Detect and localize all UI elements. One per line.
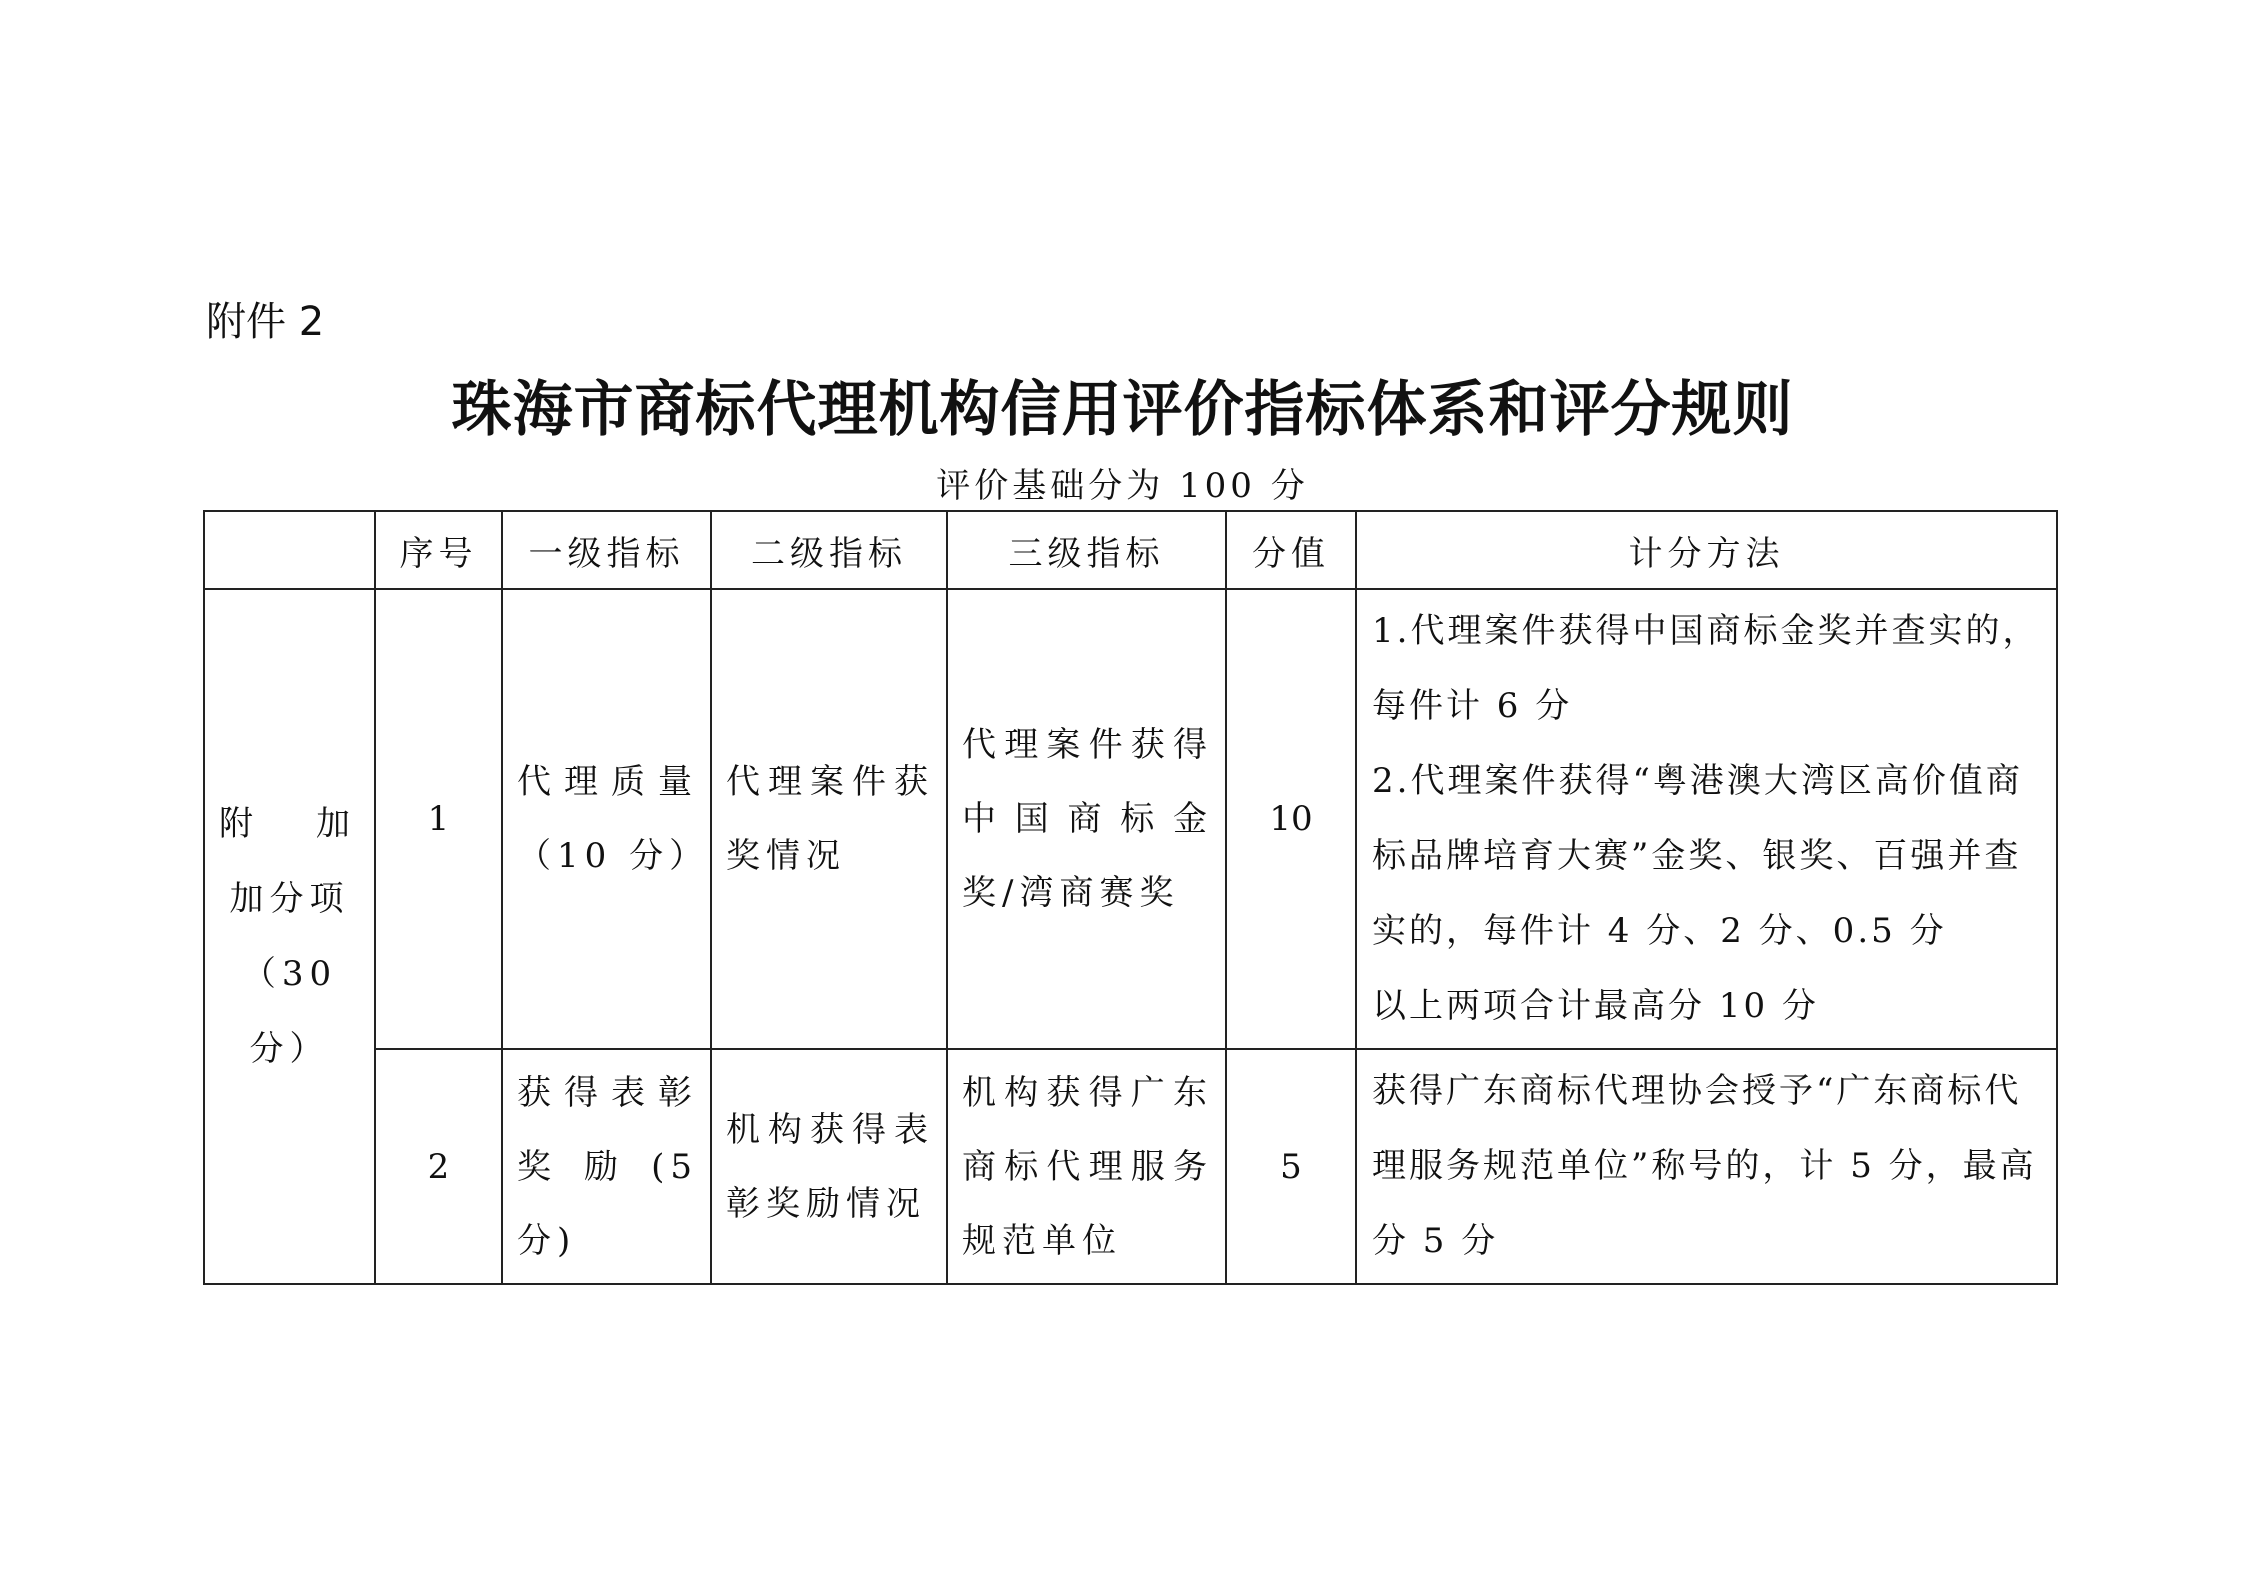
row-level2: 代理案件获奖情况	[711, 589, 947, 1049]
row-score: 10	[1226, 589, 1356, 1049]
header-cell-blank	[204, 511, 375, 589]
group-label-line2: 加分项	[229, 878, 350, 919]
document-subtitle: 评价基础分为 100 分	[936, 466, 1309, 506]
scoring-table	[203, 510, 2058, 1285]
table-row	[204, 1049, 2057, 1284]
row-score: 5	[1226, 1049, 1356, 1284]
row-level1: 获得表彰奖励(5 分)	[502, 1049, 711, 1284]
table-row	[204, 589, 2057, 1049]
method-line: 获得广东商标代理协会授予“广东商标代理服务规范单位”称号的，计 5 分，最高分 5 分	[1372, 1071, 2037, 1261]
group-label-right: 加	[316, 803, 356, 844]
document-title: 珠海市商标代理机构信用评价指标体系和评分规则	[451, 375, 1794, 445]
method-line: 每件计 6 分	[1372, 686, 1573, 726]
row-level1: 代理质量（10 分）	[502, 589, 711, 1049]
row-level3: 代理案件获得中国商标金奖/湾商赛奖	[947, 589, 1226, 1049]
method-line: 1.代理案件获得中国商标金奖并查实的，	[1372, 611, 2040, 651]
header-cell-level1: 一级指标	[502, 511, 711, 589]
method-line: 以上两项合计最高分 10 分	[1372, 986, 1819, 1026]
row-method	[1356, 589, 2057, 1049]
row-index: 1	[375, 589, 502, 1049]
header-cell-score: 分值	[1226, 511, 1356, 589]
row-method	[1356, 1049, 2057, 1284]
header-cell-method: 计分方法	[1356, 511, 2057, 589]
header-cell-level3: 三级指标	[947, 511, 1226, 589]
header-cell-index: 序号	[375, 511, 502, 589]
header-cell-level2: 二级指标	[711, 511, 947, 589]
group-cell-bonus	[204, 589, 375, 1284]
row-level3: 机构获得广东商标代理服务规范单位	[947, 1049, 1226, 1284]
method-line: 2.代理案件获得“粤港澳大湾区高价值商标品牌培育大赛”金奖、银奖、百强并查实的，每件计 4 分、2 分、0.5 分	[1372, 761, 2023, 951]
row-level2: 机构获得表彰奖励情况	[711, 1049, 947, 1284]
group-label-line3: （30 分）	[241, 953, 338, 1069]
table-header-row	[204, 511, 2057, 589]
attachment-label: 附件 2	[206, 299, 325, 345]
group-label-left: 附	[219, 803, 259, 844]
row-index: 2	[375, 1049, 502, 1284]
group-label-line1	[205, 787, 374, 862]
